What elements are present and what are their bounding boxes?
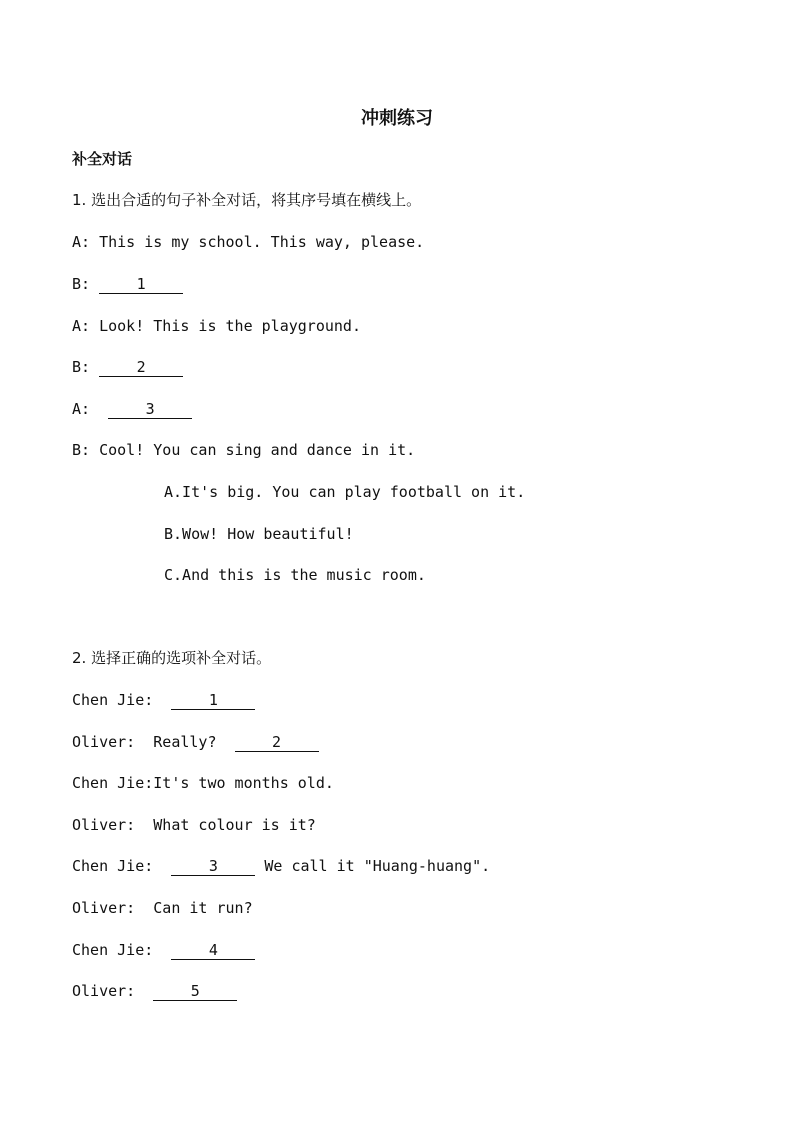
speaker: B: xyxy=(72,358,91,376)
dialogue-text: Can it run? xyxy=(153,899,253,917)
q2-dialogue-line-3 xyxy=(72,773,334,793)
answer-blank[interactable]: 1 xyxy=(171,692,255,710)
speaker: B: xyxy=(72,275,91,293)
dialogue-text: We call it "Huang-huang". xyxy=(264,857,491,875)
q1-dialogue-line-4 xyxy=(72,357,183,377)
q2-dialogue-line-4 xyxy=(72,815,316,835)
answer-blank[interactable]: 2 xyxy=(99,359,183,377)
q2-dialogue-line-8 xyxy=(72,981,237,1001)
section-heading: 补全对话 xyxy=(72,150,133,168)
q2-dialogue-line-7 xyxy=(72,940,255,960)
q2-dialogue-line-6 xyxy=(72,898,253,918)
dialogue-text: Cool! You can sing and dance in it. xyxy=(99,441,416,459)
q1-dialogue-line-6 xyxy=(72,440,415,460)
q2-dialogue-line-2 xyxy=(72,732,319,752)
dialogue-text: What colour is it? xyxy=(153,816,316,834)
speaker: Oliver: xyxy=(72,982,136,1000)
q1-option-a: A.It's big. You can play football on it. xyxy=(164,483,526,501)
speaker: B: xyxy=(72,441,91,459)
speaker: Chen Jie: xyxy=(72,774,154,792)
q1-dialogue-line-3 xyxy=(72,316,361,336)
answer-blank[interactable]: 3 xyxy=(108,401,192,419)
q2-dialogue-line-5 xyxy=(72,856,490,876)
q2-dialogue-line-1 xyxy=(72,690,255,710)
speaker: Chen Jie: xyxy=(72,941,154,959)
dialogue-text: Look! This is the playground. xyxy=(99,317,361,335)
dialogue-text: This is my school. This way, please. xyxy=(99,233,425,251)
q1-dialogue-line-1 xyxy=(72,232,424,252)
speaker: A: xyxy=(72,317,91,335)
answer-blank[interactable]: 4 xyxy=(171,942,255,960)
q1-instruction: 1. 选出合适的句子补全对话，将其序号填在横线上。 xyxy=(72,191,422,209)
speaker: Oliver: xyxy=(72,733,136,751)
answer-blank[interactable]: 1 xyxy=(99,276,183,294)
speaker: Chen Jie: xyxy=(72,691,154,709)
speaker: A: xyxy=(72,400,91,418)
page-title: 冲刺练习 xyxy=(361,108,433,129)
q1-option-b: B.Wow! How beautiful! xyxy=(164,525,354,543)
dialogue-text: Really? xyxy=(153,733,217,751)
speaker: Oliver: xyxy=(72,816,136,834)
answer-blank[interactable]: 3 xyxy=(171,858,255,876)
speaker: A: xyxy=(72,233,91,251)
dialogue-text: It's two months old. xyxy=(153,774,334,792)
q1-dialogue-line-2 xyxy=(72,274,183,294)
q1-option-c: C.And this is the music room. xyxy=(164,566,426,584)
answer-blank[interactable]: 5 xyxy=(153,983,237,1001)
q1-dialogue-line-5 xyxy=(72,399,192,419)
q2-instruction: 2. 选择正确的选项补全对话。 xyxy=(72,649,272,667)
answer-blank[interactable]: 2 xyxy=(235,734,319,752)
speaker: Oliver: xyxy=(72,899,136,917)
speaker: Chen Jie: xyxy=(72,857,154,875)
